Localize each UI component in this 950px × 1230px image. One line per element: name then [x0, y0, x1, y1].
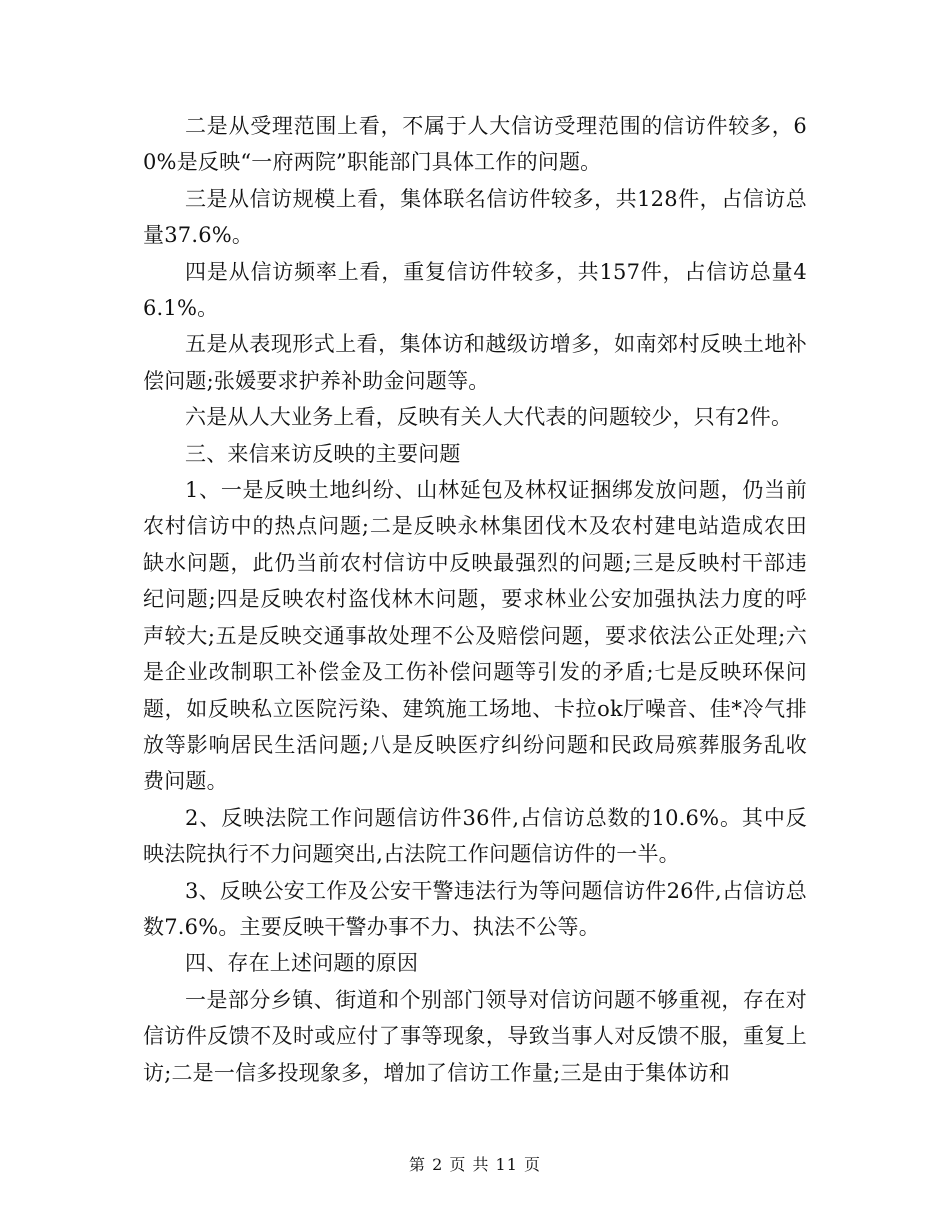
section-heading-causes: 四、存在上述问题的原因 [185, 951, 419, 976]
paragraph-frequency: 四是从信访频率上看，重复信访件较多，共157件，占信访总量46.1%。 [143, 259, 807, 321]
paragraph-issue-3: 3、反映公安工作及公安干警违法行为等问题信访件26件,占信访总数7.6%。主要反映干警办事不力、执法不公等。 [143, 878, 807, 939]
section-heading-main-issues: 三、来信来访反映的主要问题 [185, 441, 461, 466]
paragraph-form: 五是从表现形式上看，集体访和越级访增多，如南郊村反映土地补偿问题;张媛要求护养补助金问题等。 [143, 332, 807, 393]
document-body [143, 108, 807, 1091]
page-number-footer: 第 2 页 共 11 页 [409, 1155, 541, 1174]
paragraph-causes: 一是部分乡镇、街道和个别部门领导对信访问题不够重视，存在对信访件反馈不及时或应付了事等现象，导致当事人对反馈不服，重复上访;二是一信多投现象多，增加了信访工作量;三是由于集体访和 [143, 987, 807, 1085]
paragraph-npc-business: 六是从人大业务上看，反映有关人大代表的问题较少，只有2件。 [185, 405, 793, 430]
paragraph-scope: 二是从受理范围上看，不属于人大信访受理范围的信访件较多，60%是反映“一府两院”职能部门具体工作的问题。 [143, 114, 807, 175]
paragraph-scale: 三是从信访规模上看，集体联名信访件较多，共128件，占信访总量37.6%。 [143, 186, 807, 248]
paragraph-issue-1: 1、一是反映土地纠纷、山林延包及林权证捆绑发放问题，仍当前农村信访中的热点问题;二是反映永林集团伐木及农村建电站造成农田缺水问题，此仍当前农村信访中反映最强烈的问题;三是反映村干部违纪问题;四是反映农村盗伐林木问题，要求林业公安加强执法力度的呼声较大;五是反映交通事故处理不公及赔偿问题，要求依法公正处理;六是企业改制职工补偿金及工伤补偿问题等引发的矛盾;七是反映环保问题，如反映私立医院污染、建筑施工场地、卡拉ok厅噪音、佳*冷气排放等影响居民生活问题;八是反映医疗纠纷问题和民政局殡葬服务乱收费问题。 [143, 478, 807, 794]
paragraph-issue-2: 2、反映法院工作问题信访件36件,占信访总数的10.6%。其中反映法院执行不力问题突出,占法院工作问题信访件的一半。 [143, 805, 807, 867]
